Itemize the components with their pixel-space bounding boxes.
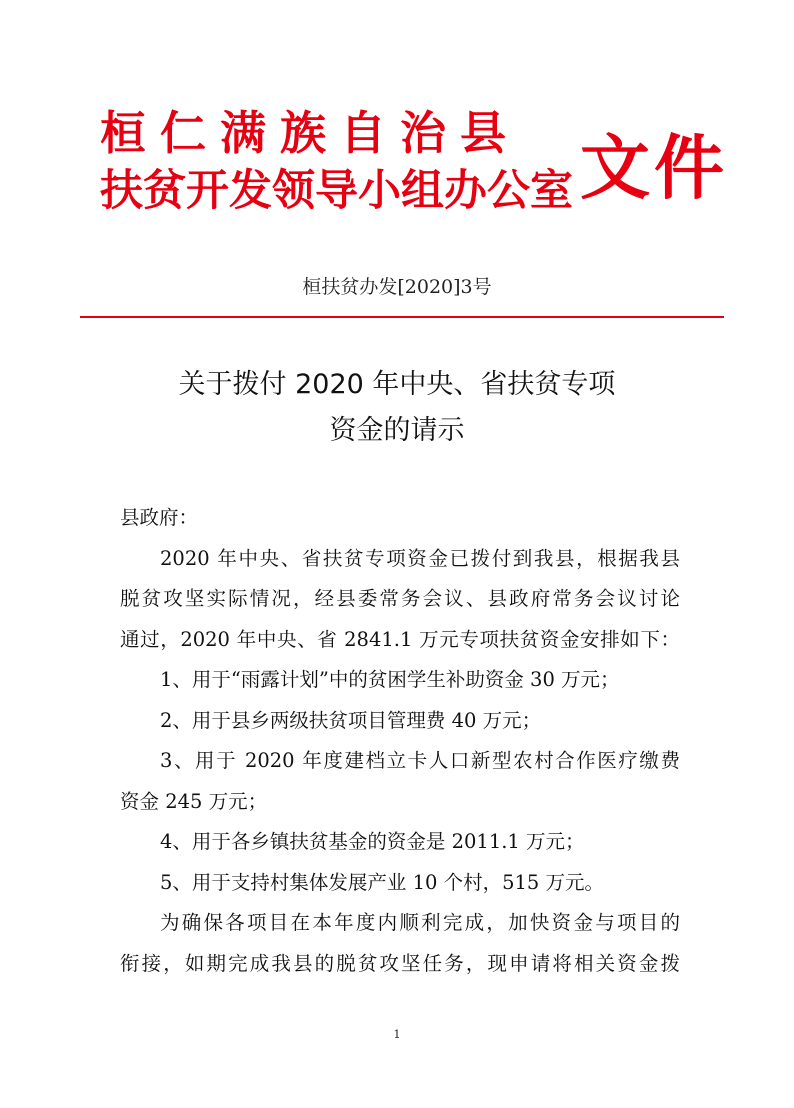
text-line: 为确保各项目在本年度内顺利完成，加快资金与项目的 xyxy=(160,911,680,934)
text-line: 衔接，如期完成我县的脱贫攻坚任务，现申请将相关资金拨 xyxy=(120,951,680,975)
text-line: 2020 年中央、省扶贫专项资金已拨付到我县，根据我县 xyxy=(160,546,680,570)
text-line: 3、用于 2020 年度建档立卡人口新型农村合作医疗缴费 xyxy=(160,749,680,772)
text-line: 1、用于“雨露计划”中的贫困学生补助资金 30 万元； xyxy=(160,668,620,691)
paragraph-continuation xyxy=(120,944,680,985)
list-item xyxy=(120,822,680,863)
list-item xyxy=(120,701,680,742)
paragraph-continuation xyxy=(120,782,680,823)
list-item xyxy=(120,863,680,904)
title-line2: 资金的请示 xyxy=(329,415,465,446)
list-item xyxy=(120,660,680,701)
text-line: 2、用于县乡两级扶贫项目管理费 40 万元； xyxy=(160,708,542,732)
document-title xyxy=(0,362,794,454)
issuing-organization xyxy=(100,105,580,219)
text-line: 5、用于支持村集体发展产业 10 个村，515 万元。 xyxy=(160,870,605,894)
list-item xyxy=(120,741,680,782)
text-line: 通过，2020 年中央、省 2841.1 万元专项扶贫资金安排如下： xyxy=(120,627,680,651)
document-word: 文件 xyxy=(580,127,728,209)
document-number: 桓扶贫办发[2020]3号 xyxy=(302,276,492,298)
paragraph-continuation xyxy=(120,620,680,661)
red-divider-line xyxy=(80,316,724,318)
org-name-line2: 扶贫开发领导小组办公室 xyxy=(100,166,573,216)
text-line: 脱贫攻坚实际情况，经县委常务会议、县政府常务会议讨论 xyxy=(120,587,680,610)
text-line: 资金 245 万元； xyxy=(120,789,268,813)
document-body xyxy=(120,498,680,984)
text-line: 4、用于各乡镇扶贫基金的资金是 2011.1 万元； xyxy=(160,830,585,853)
salutation: 县政府： xyxy=(120,506,199,529)
paragraph xyxy=(120,539,680,580)
page-number: 1 xyxy=(393,1028,401,1041)
paragraph-continuation xyxy=(120,579,680,620)
paragraph xyxy=(120,903,680,944)
title-line1: 关于拨付 2020 年中央、省扶贫专项 xyxy=(178,369,616,400)
org-name-line1: 桓仁满族自治县 xyxy=(100,106,520,160)
